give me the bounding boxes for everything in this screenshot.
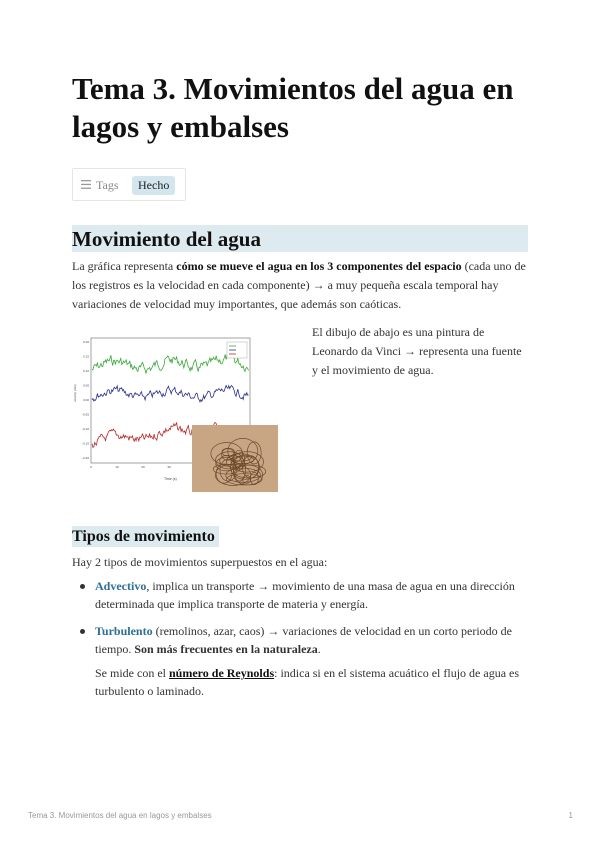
bullet-dot: [80, 629, 85, 634]
reynolds-term: número de Reynolds: [168, 666, 275, 680]
section-heading-movimiento: Movimiento del agua: [72, 225, 528, 252]
tag-pill-hecho[interactable]: Hecho: [132, 176, 175, 195]
y-tick-label: -0.05: [82, 412, 89, 417]
y-tick-label: 0.20: [83, 340, 89, 344]
x-axis-label: Time (s): [164, 477, 177, 481]
list-icon: [81, 180, 91, 189]
velocity-chart-image: [72, 330, 278, 492]
y-tick-label: 0.05: [83, 383, 89, 388]
page-number: 1: [568, 811, 573, 820]
types-intro: Hay 2 tipos de movimientos superpuestos en el agua:: [72, 555, 328, 569]
x-tick-label: 10: [115, 465, 119, 469]
properties-box: [72, 168, 186, 201]
tags-label: Tags: [96, 178, 119, 192]
footer-title: Tema 3. Movimientos del agua en lagos y embalses: [28, 811, 212, 820]
y-axis-label: velocity (m/s): [73, 384, 77, 402]
y-tick-label: -0.20: [82, 456, 89, 460]
y-tick-label: 0.15: [83, 354, 89, 359]
y-tick-label: -0.10: [82, 427, 89, 431]
x-tick-label: 0: [90, 465, 92, 469]
y-tick-label: 0.00: [83, 398, 89, 402]
leonardo-painting: [192, 425, 278, 492]
reynolds-paragraph: Se mide con el número de Reynolds: indica si en el sistema acuático el flujo de agua es turbulento o laminado.: [95, 666, 520, 698]
x-tick-label: 30: [167, 465, 171, 469]
velocity-figure: [72, 330, 278, 492]
section-heading-tipos: Tipos de movimiento: [72, 526, 219, 547]
y-tick-label: -0.15: [82, 441, 89, 446]
y-tick-label: 0.10: [83, 369, 89, 373]
page-title: Tema 3. Movimientos del agua en lagos y embalses: [72, 71, 514, 144]
term-advectivo: Advectivo: [95, 579, 147, 593]
term-turbulento: Turbulento: [95, 624, 153, 638]
leonardo-note: El dibujo de abajo es una pintura de Leonardo da Vinci → representa una fuente y el movimiento de agua.: [312, 325, 522, 377]
x-tick-label: 20: [141, 465, 145, 469]
intro-paragraph: La gráfica representa cómo se mueve el agua en los 3 componentes del espacio (cada uno de los registros es la velocidad en cada componente) → a muy pequeña escala temporal hay variaciones de velocidad muy importantes, que además son caóticas.: [72, 259, 526, 311]
bullet-dot: [80, 584, 85, 589]
